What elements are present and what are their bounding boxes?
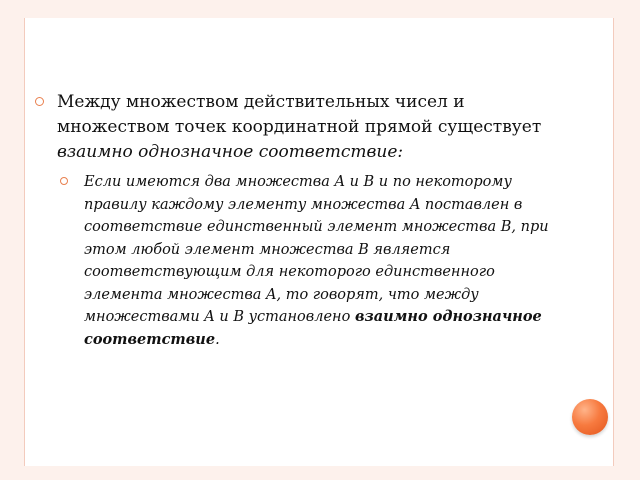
sub-bullet-end-text: . xyxy=(215,331,220,348)
main-bullet-italic-text: взаимно однозначное соответствие: xyxy=(57,142,404,162)
sub-bullet-bold-text: взаимно однозначное соответствие xyxy=(84,308,542,348)
sub-bullet-circle-icon xyxy=(60,177,68,185)
main-bullet-text: Между множеством действительных чисел и множеством точек координатной прямой существует xyxy=(57,92,542,137)
decorative-orange-ball-icon xyxy=(572,399,608,435)
bullet-circle-icon xyxy=(35,97,44,106)
sub-bullet xyxy=(57,171,577,351)
slide-content xyxy=(57,90,577,351)
sub-bullet-text: Если имеются два множества A и B и по некоторому правилу каждому элементу множества A поставлен в соответствие единственный элемент множества B, при этом любой элемент множества B является соответствующим для некоторого единственного элемента множества A, то говорят, что между множествами A и B установлено xyxy=(84,174,549,325)
main-bullet xyxy=(57,90,577,165)
slide-frame xyxy=(24,18,614,466)
